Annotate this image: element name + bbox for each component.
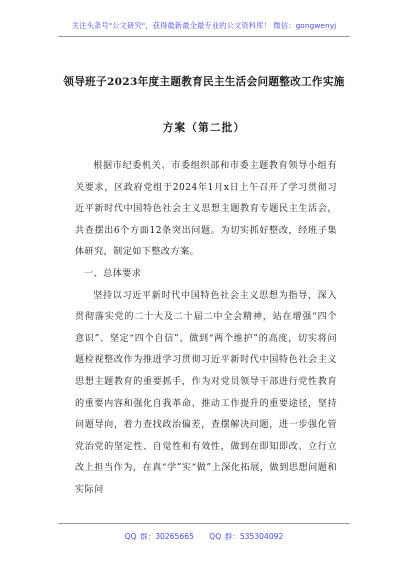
body-paragraph-general-requirements: 坚持以习近平新时代中国特色社会主义思想为指导，深入贯彻落实党的二十大及二十届二中全会精神，站在增强“四个意识”、坚定“四个自信”、做到“两个维护”的高度，切实将问题检视整改作为推进学习贯彻习近平新时代中国特色社会主义思想主题教育的重要抓手，作为对党员领导干部进行党性教育的重要内容和强化自我革命、推动工作提升的重要途径，坚持问题导向，着力查找政治偏差，查摆解决问题，进一步强化管党治党的坚定性、自觉性和有效性，做到在即知即改、立行立改上担当作为，在真“学”实“做”上深化拓展，做到思想问题和实际问: [75, 290, 337, 495]
document-title-line-2: 方案（第二批）: [162, 122, 246, 134]
document-title-line-1: 领导班子2023年度主题教育民主生活会问题整改工作实施: [63, 76, 345, 88]
footer-divider: [58, 523, 350, 524]
footer-qq-group-1: QQ 群：30265665: [124, 532, 194, 541]
footer-qq-group-2: QQ 群：535304092: [209, 532, 284, 541]
document-body: [75, 156, 337, 502]
section-heading-general-requirements: 一、总体要求: [84, 268, 142, 279]
header-promo-note: 关注头条号"公文研究"，获得最新最全最专业的公文资料库！ 微信：gongwenyj: [71, 21, 337, 30]
footer-contact-note: [0, 531, 408, 542]
header-divider: [58, 36, 350, 37]
body-paragraph-intro: 根据市纪委机关、市委组织部和市委主题教育领导小组有关要求，区政府党组于2024年1月x日上午召开了学习贯彻习近平新时代中国特色社会主义思想主题教育专题民主生活会，共查摆出6个方面12条突出问题。为切实抓好整改，经班子集体研究，制定如下整改方案。: [75, 161, 337, 258]
